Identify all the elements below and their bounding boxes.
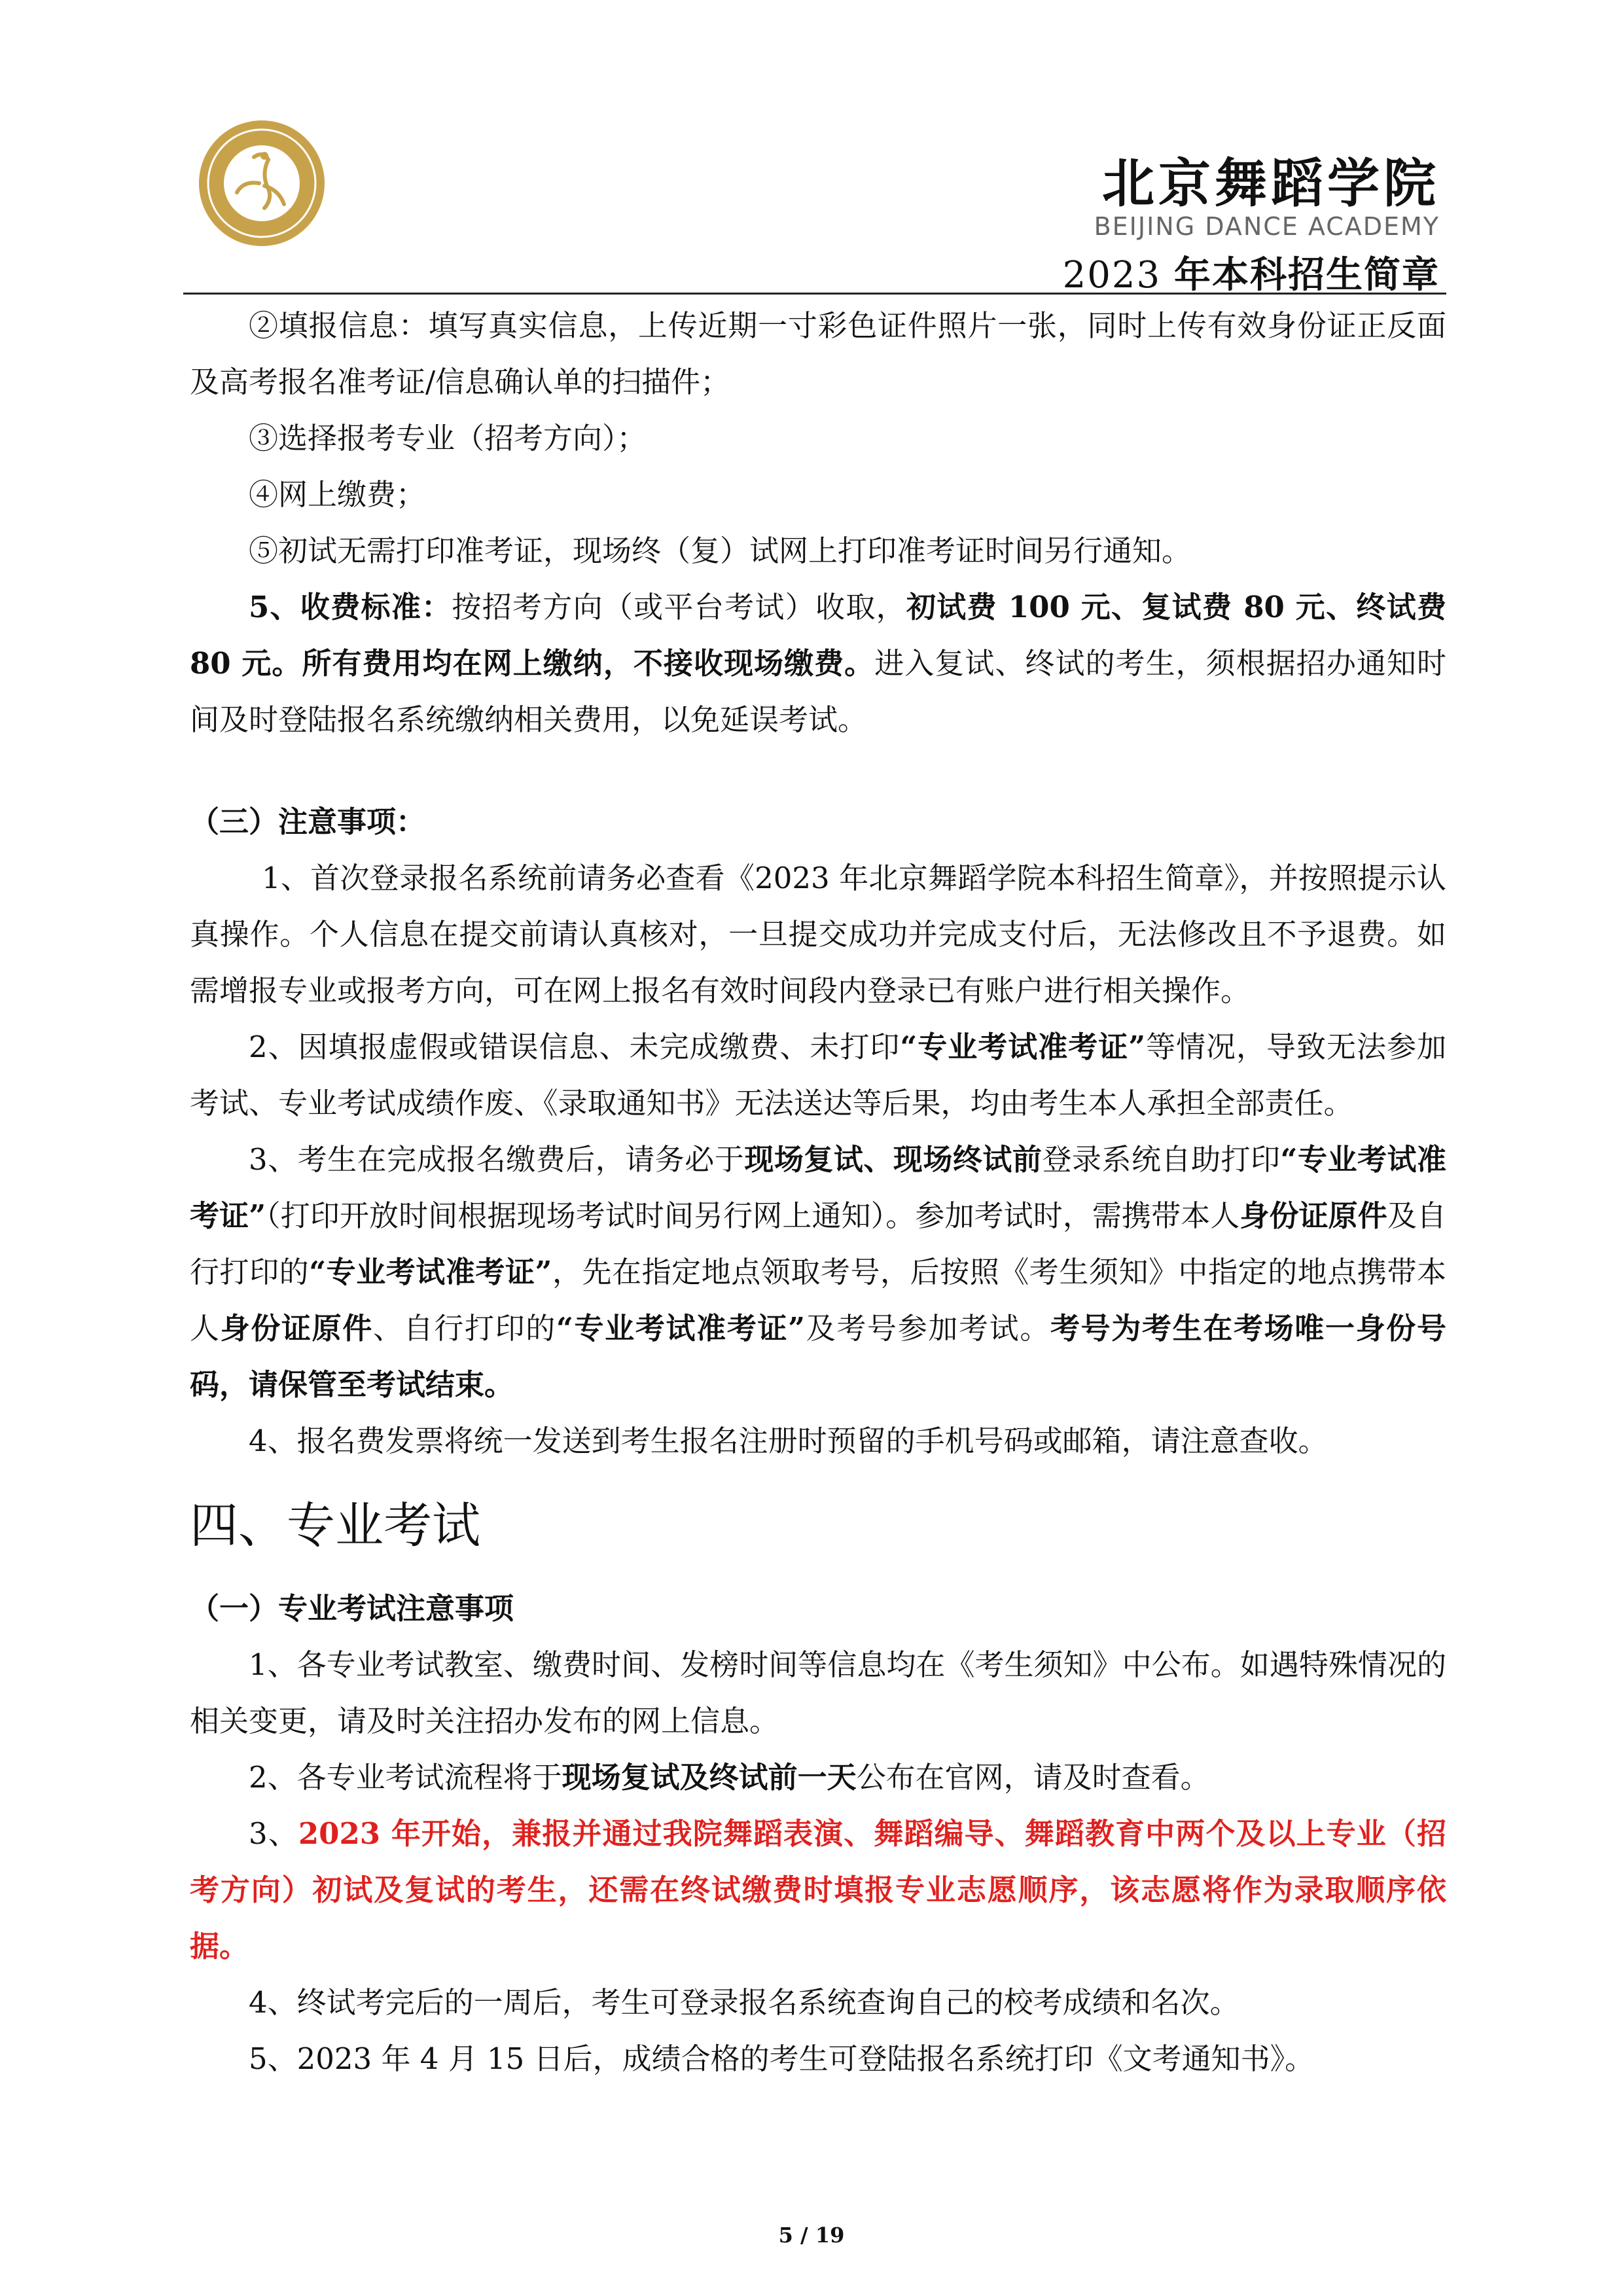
exam-item-3-a: 3、 [249,1816,298,1851]
note-3-f: 身份证原件 [1240,1198,1387,1233]
note-3-c: 登录系统自助打印 [1042,1142,1281,1177]
note-2-b: “专业考试准考证” [900,1030,1146,1064]
brand-block [1062,152,1440,298]
note-3-l: “专业考试准考证” [556,1311,806,1346]
note-2-a: 2、因填报虚假或错误信息、未完成缴费、未打印 [249,1030,901,1064]
header-divider [183,293,1446,295]
note-3-g: 及自行打印的 [190,1198,1446,1289]
note-3-h: “专业考试准考证” [309,1255,552,1289]
note-3-j: 身份证原件 [220,1311,373,1346]
fee-standard [190,579,1446,748]
brand-subtitle [1063,246,1440,298]
note-3 [190,1132,1446,1413]
note-2 [190,1019,1446,1132]
fee-label: 5、收费标准： [249,590,452,624]
note-4: 4、报名费发票将统一发送到考生报名注册时预留的手机号码或邮箱，请注意查收。 [249,1424,1328,1458]
exam-item-2-b: 现场复试及终试前一天 [562,1760,857,1795]
brand-subtitle-year: 2023 [1062,254,1162,296]
fee-amounts: 初试费 100 元、复试费 80 元、终试费 80 元。所有费用均在网上缴纳，不接收现场缴费。 [190,590,1446,681]
fee-text-2: 进入复试、终试的考生，须根据招办通知时间及时登陆报名系统缴纳相关费用，以免延误考试。 [190,646,1446,737]
note-3-n: 考号为考生在考场唯一身份号码，请保管至考试结束。 [190,1311,1446,1402]
fee-text-1: 按招考方向（或平台考试）收取， [452,590,906,624]
brand-english-name: BEIJING DANCE ACADEMY [1094,212,1440,241]
note-3-m: 及考号参加考试。 [805,1311,1051,1346]
note-3-k: 、自行打印的 [372,1311,556,1346]
brand-chinese-name: 北京舞蹈学院 [1102,152,1440,214]
exam-item-2 [190,1749,1446,1806]
exam-item-5: 5、2023 年 4 月 15 日后，成绩合格的考生可登陆报名系统打印《文考通知书》。 [249,2041,1315,2076]
exam-item-2-c: 公布在官网，请及时查看。 [856,1760,1210,1795]
exam-item-2-a: 2、各专业考试流程将于 [249,1760,562,1795]
page-number: 5 / 19 [778,2223,845,2248]
note-3-b: 现场复试、现场终试前 [744,1142,1043,1177]
exam-item-1: 1、各专业考试教室、缴费时间、发榜时间等信息均在《考生须知》中公布。如遇特殊情况的相关变更，请及时关注招办发布的网上信息。 [190,1647,1446,1738]
section-heading: 四、专业考试 [190,1498,480,1554]
page-header [183,118,1446,295]
academy-seal-icon [196,118,327,249]
note-3-i: ，先在指定地点领取考号，后按照《考生须知》中指定的地点携带本人 [190,1255,1446,1346]
exam-item-3-highlight: 2023 年开始，兼报并通过我院舞蹈表演、舞蹈编导、舞蹈教育中两个及以上专业（招考方向）初试及复试的考生，还需在终试缴费时填报专业志愿顺序，该志愿将作为录取顺序依据。 [190,1816,1446,1964]
note-2-c: 等情况，导致无法参加考试、专业考试成绩作废、《录取通知书》无法送达等后果，均由考生本人承担全部责任。 [190,1030,1446,1121]
document-body [190,298,1446,2087]
reg-step-5: ⑤初试无需打印准考证，现场终（复）试网上打印准考证时间另行通知。 [249,533,1192,568]
exam-subheading: （一）专业考试注意事项 [190,1591,514,1626]
reg-step-3: ③选择报考专业（招考方向）； [249,421,647,456]
spacer [190,748,1446,794]
note-3-e: （打印开放时间根据现场考试时间另行网上通知）。参加考试时，需携带本人 [266,1198,1240,1233]
notes-title: （三）注意事项： [190,804,426,839]
note-3-a: 3、考生在完成报名缴费后，请务必于 [249,1142,745,1177]
exam-item-3 [190,1806,1446,1975]
reg-step-2: ②填报信息：填写真实信息，上传近期一寸彩色证件照片一张，同时上传有效身份证正反面及高考报名准考证/信息确认单的扫描件； [190,308,1446,399]
brand-subtitle-text: 年本科招生简章 [1174,253,1440,296]
exam-item-4: 4、终试考完后的一周后，考生可登录报名系统查询自己的校考成绩和名次。 [249,1985,1240,2020]
note-3-d: “专业考试准考证” [190,1142,1446,1233]
reg-step-4: ④网上缴费； [249,477,426,512]
note-1: 1、首次登录报名系统前请务必查看《2023 年北京舞蹈学院本科招生简章》，并按照提示认真操作。个人信息在提交前请认真核对，一旦提交成功并完成支付后，无法修改且不予退费。如需增报专业或报考方向，可在网上报名有效时间段内登录已有账户进行相关操作。 [190,861,1446,1008]
